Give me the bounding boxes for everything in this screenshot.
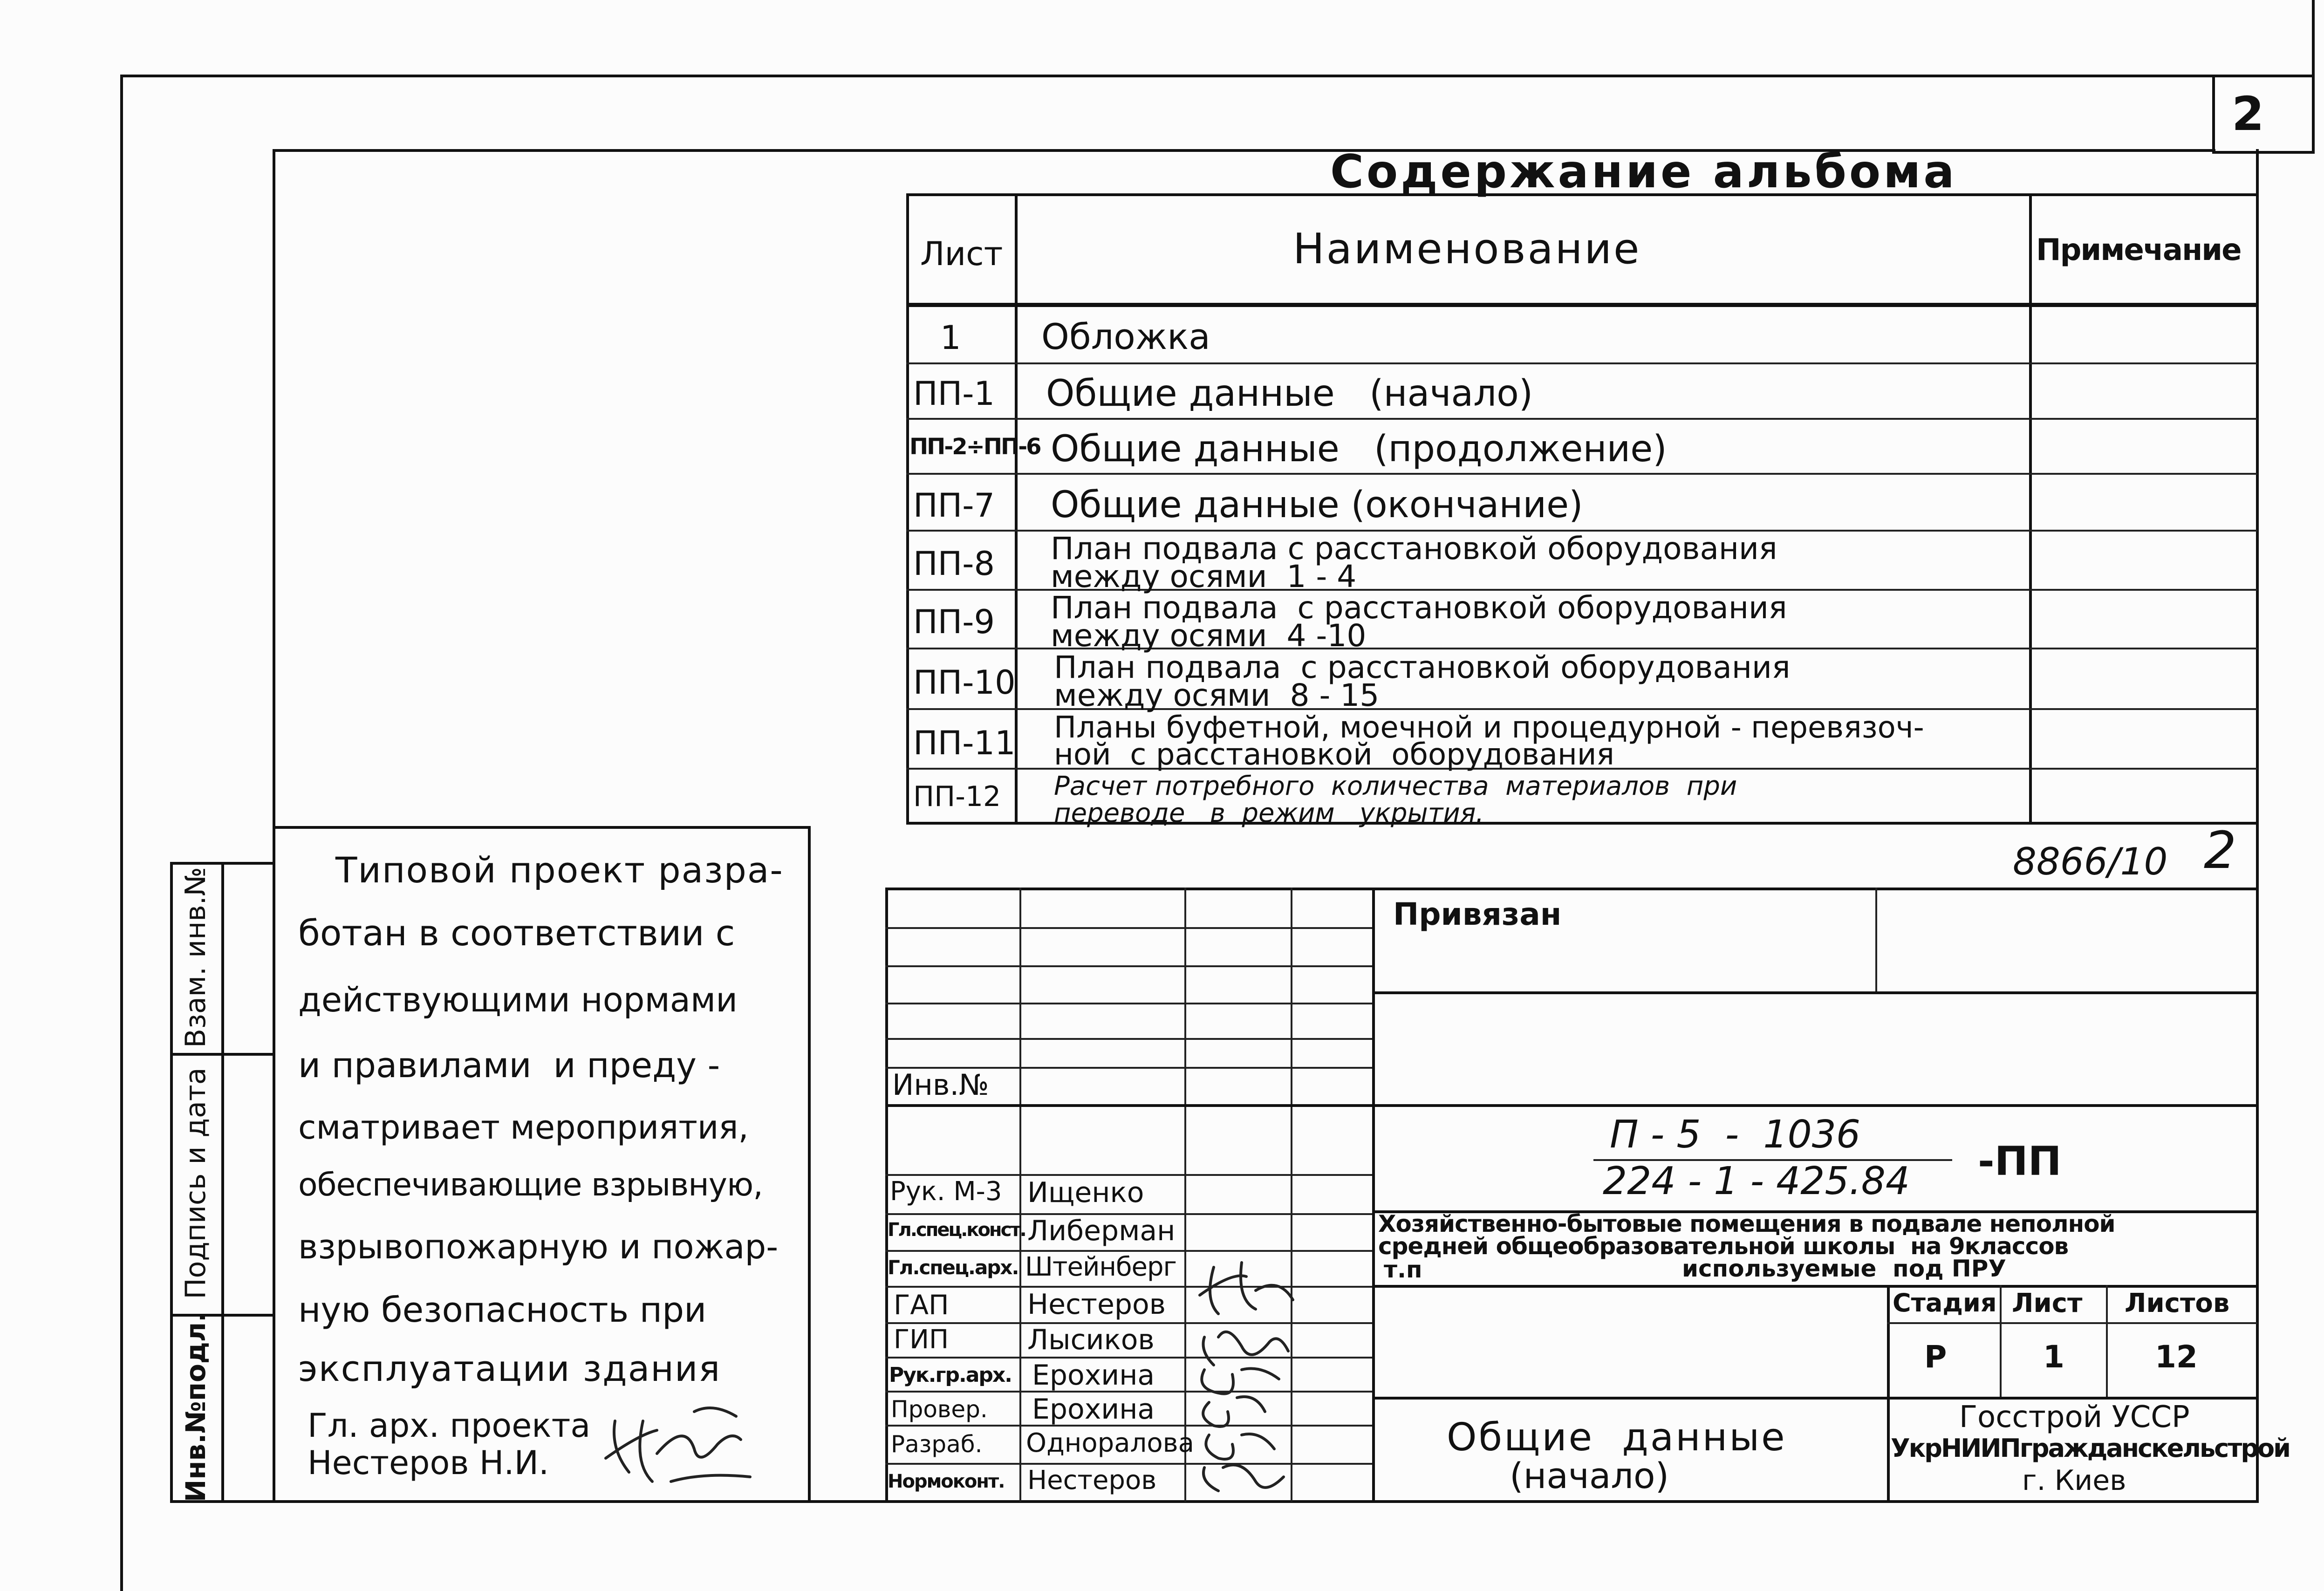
row-sheet: ПП-7	[913, 486, 995, 525]
row-name-line2: ной с расстановкой оборудования	[1054, 737, 1614, 772]
org-line3: г. Киев	[2022, 1464, 2126, 1497]
sheet-label: Лист	[2012, 1288, 2083, 1318]
side-inv-original: Инв.№подл.	[180, 1311, 212, 1502]
outer-frame-right	[2312, 0, 2315, 154]
row-sheet: ПП-1	[913, 375, 995, 413]
project-code-top: П - 5 - 1036	[1610, 1113, 1861, 1157]
titleblock-line	[1372, 1397, 2257, 1400]
row-sheet: ПП-8	[913, 545, 995, 583]
row-name: План подвала с расстановкой оборудования	[1051, 531, 1777, 567]
chief-architect-name: Нестеров Н.И.	[308, 1444, 549, 1482]
statement-line: эксплуатации здания	[298, 1348, 721, 1389]
row-name: Общие данные (начало)	[1046, 373, 1533, 415]
archive-number: 8866/10	[2013, 840, 2168, 883]
sheets-label: Листов	[2125, 1288, 2230, 1318]
row-sheet: ПП-9	[913, 603, 995, 641]
side-sign-date: Подпись и дата	[179, 1067, 212, 1299]
grid-line	[885, 1038, 1372, 1040]
inner-frame-bottom	[170, 1500, 2259, 1503]
signer-name: Ерохина	[1032, 1393, 1155, 1426]
side-stamp-left	[170, 862, 173, 1502]
doc-title-line2: (начало)	[1510, 1455, 1669, 1496]
signer-role: Нормоконт.	[888, 1471, 1005, 1492]
row-sheet: ПП-12	[913, 780, 1001, 813]
signer-row-line	[885, 1357, 1372, 1359]
row-sheet: ПП-2÷ПП-6	[909, 434, 1040, 460]
sheet-value: 1	[2043, 1339, 2064, 1375]
statement-line: сматривает мероприятия,	[298, 1108, 749, 1147]
project-description-line1: Хозяйственно-бытовые помещения в подвале неполной	[1378, 1210, 2115, 1237]
row-sep	[906, 362, 2257, 364]
tied-label: Привязан	[1393, 896, 1562, 932]
doc-title-line1: Общие данные	[1447, 1415, 1787, 1460]
contents-table-header-line	[906, 303, 2257, 307]
statement-line: взрывопожарную и пожар-	[298, 1227, 779, 1266]
row-name-line2: между осями 1 - 4	[1051, 559, 1357, 594]
row-name-line2: переводе в режим укрытия.	[1054, 798, 1484, 828]
signer-col	[1019, 888, 1021, 1502]
project-description-line3-left: т.п	[1384, 1256, 1422, 1283]
header-note: Примечание	[2036, 233, 2241, 267]
side-stamp-sep	[170, 1053, 273, 1056]
chief-architect-signature	[601, 1402, 759, 1491]
statement-line: ботан в соответствии с	[298, 912, 735, 954]
row-sheet: ПП-11	[913, 724, 1016, 762]
inv-label: Инв.№	[892, 1068, 989, 1102]
row-name: Общие данные (окончание)	[1051, 484, 1583, 526]
titleblock-left	[885, 888, 888, 1502]
row-sep	[906, 473, 2257, 475]
signer-name: Нестеров	[1027, 1465, 1157, 1495]
page-box-left	[2212, 75, 2215, 154]
header-sheet: Лист	[920, 235, 1003, 273]
signer-name: Ищенко	[1027, 1176, 1144, 1209]
side-stamp-mid	[221, 862, 224, 1502]
signer-name: Либерман	[1027, 1215, 1176, 1247]
outer-frame-left	[120, 75, 123, 1591]
row-name: Планы буфетной, моечной и процедурной - перевязоч-	[1054, 710, 1924, 745]
side-replace-inv: Взам. инв.№	[179, 867, 212, 1048]
statement-line: обеспечивающие взрывную,	[298, 1167, 763, 1203]
grid-line	[885, 927, 1372, 929]
stage-col-sep	[2106, 1285, 2108, 1397]
statement-line: Типовой проект разра-	[335, 849, 784, 891]
project-code-bottom: 224 - 1 - 425.84	[1603, 1159, 1910, 1203]
titleblock-top	[885, 888, 2257, 890]
project-description-line3: используемые под ПРУ	[1682, 1255, 2006, 1282]
signer-role: ГИП	[894, 1325, 949, 1355]
org-line1: Госстрой УССР	[1959, 1400, 2190, 1434]
stage-block-left	[1887, 1285, 1890, 1502]
chief-architect-label: Гл. арх. проекта	[308, 1407, 591, 1445]
signer-name: Ерохина	[1032, 1359, 1155, 1392]
signer-role: Разраб.	[891, 1431, 983, 1458]
row-name: План подвала с расстановкой оборудования	[1051, 590, 1787, 626]
signer-row-line	[885, 1286, 1372, 1288]
signer-row-line	[885, 1463, 1372, 1465]
statement-right	[808, 826, 811, 1502]
row-name-line2: между осями 4 -10	[1051, 618, 1367, 654]
stage-header-line	[1887, 1322, 2257, 1324]
stage-value: Р	[1924, 1339, 1947, 1375]
signer-role: ГАП	[894, 1289, 949, 1321]
titleblock-line	[1372, 1104, 2257, 1107]
inv-row-bottom	[885, 1104, 1372, 1107]
archive-mark: 2	[2204, 820, 2236, 880]
row-name: Общие данные (продолжение)	[1051, 428, 1667, 470]
signer-row-line	[885, 1174, 1372, 1176]
row-name: Расчет потребного количества материалов при	[1054, 771, 1737, 801]
signer-role: Рук. М-3	[890, 1176, 1002, 1207]
header-name: Наименование	[1293, 225, 1641, 273]
album-title: Содержание альбома	[1330, 145, 1957, 198]
row-name-line2: между осями 8 - 15	[1054, 677, 1380, 713]
statement-line: действующими нормами	[298, 980, 738, 1019]
titleblock-line	[1372, 1285, 2257, 1288]
contents-col-sep-2	[2029, 193, 2032, 825]
row-name: План подвала с расстановкой оборудования	[1054, 649, 1791, 685]
signer-name: Лысиков	[1027, 1324, 1155, 1356]
signer-name: Штейнберг	[1025, 1252, 1176, 1282]
signer-role: Рук.гр.арх.	[889, 1363, 1012, 1387]
grid-line	[885, 1003, 1372, 1004]
tied-col-sep	[1875, 888, 1877, 992]
signatures-column	[1186, 1258, 1298, 1500]
titleblock-line	[1372, 991, 2257, 994]
page-box-bottom	[2212, 151, 2315, 154]
row-sheet: 1	[940, 319, 961, 357]
stage-label: Стадия	[1893, 1288, 1997, 1318]
project-description-line2: средней общеобразовательной школы на 9классов	[1378, 1233, 2069, 1260]
row-sheet: ПП-10	[913, 663, 1016, 702]
signer-role: Гл.спец.конст.	[888, 1219, 1025, 1241]
project-suffix: -ПП	[1978, 1138, 2062, 1185]
statement-top	[273, 826, 811, 829]
grid-line	[885, 965, 1372, 967]
side-stamp-top	[170, 862, 273, 865]
stage-col-sep	[2000, 1285, 2002, 1397]
signer-block-right	[1372, 888, 1375, 1502]
signer-name: Одноралова	[1026, 1428, 1194, 1458]
signer-role: Гл.спец.арх.	[888, 1256, 1018, 1279]
statement-line: ную безопасность при	[298, 1290, 707, 1330]
row-name: Обложка	[1041, 316, 1210, 357]
row-sep	[906, 418, 2257, 420]
outer-frame-top	[120, 75, 2315, 77]
sheets-value: 12	[2155, 1339, 2198, 1375]
signer-role: Провер.	[891, 1396, 988, 1423]
page-number: 2	[2232, 87, 2264, 141]
signer-name: Нестеров	[1027, 1288, 1166, 1321]
statement-line: и правилами и преду -	[298, 1045, 720, 1086]
org-line2: УкрНИИПгражданскельстрой	[1891, 1434, 2290, 1463]
